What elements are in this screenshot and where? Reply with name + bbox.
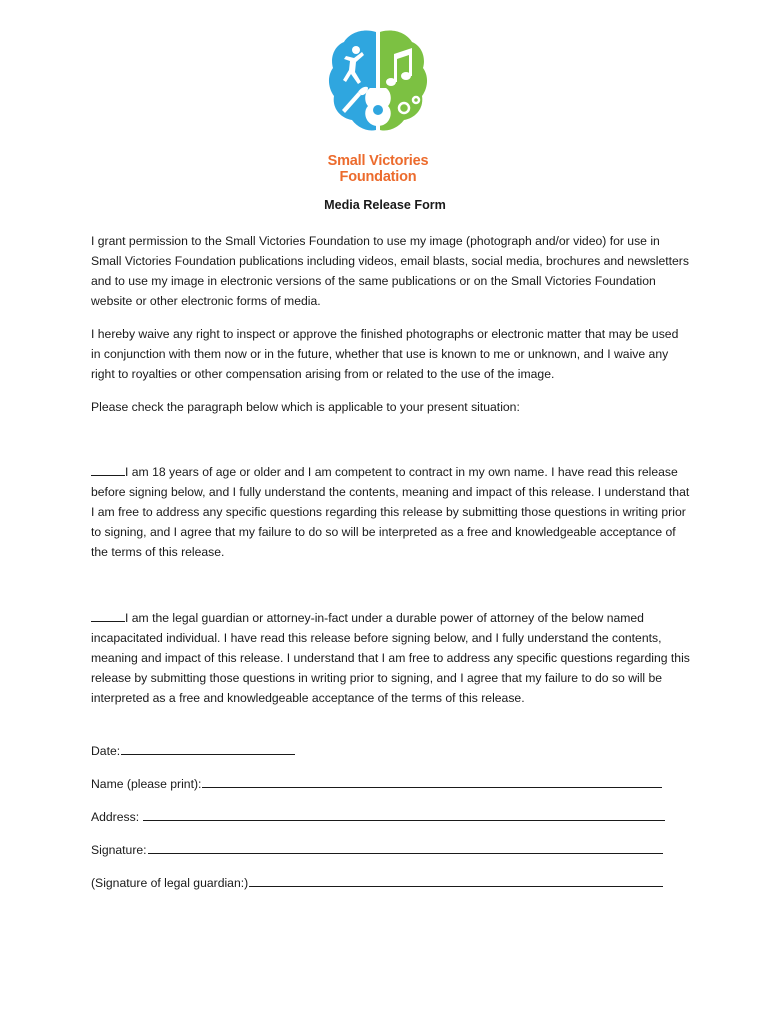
- name-label: Name (please print):: [91, 777, 202, 791]
- date-input-line[interactable]: [121, 741, 295, 755]
- signature-input-line[interactable]: [148, 840, 663, 854]
- waiver-paragraph: I hereby waive any right to inspect or approve the finished photographs or electronic matter that may be used in conjunction with them now or in the future, whether that use is known to me or unknown, and I waive any right to royalties or other compensation arising from or related to the use of the image.: [91, 327, 679, 381]
- brand-line-1: Small Victories: [327, 153, 429, 169]
- signature-label: Signature:: [91, 843, 147, 857]
- guardian-option-paragraph: [91, 608, 691, 708]
- address-input-line[interactable]: [143, 807, 665, 821]
- signature-field: [91, 840, 663, 860]
- adult-option-text: I am 18 years of age or older and I am competent to contract in my own name. I have read this release before signing below, and I fully understand the contents, meaning and impact of this release. I understand that I am free to address any specific questions regarding this release by submitting those questions in writing prior to signing, and I agree that my failure to do so will be interpreted as a free and knowledgeable acceptance of the terms of this release.: [91, 465, 690, 559]
- guardian-option-text: I am the legal guardian or attorney-in-fact under a durable power of attorney of the below named incapacitated individual. I have read this release before signing below, and I fully understand the contents, meaning and impact of this release. I understand that I am free to address any specific questions regarding this release by submitting those questions in writing prior to signing, and I agree that my failure to do so will be interpreted as a free and knowledgeable acceptance of the terms of this release.: [91, 611, 690, 705]
- name-field: [91, 774, 662, 794]
- guardian-checkbox-line[interactable]: [91, 610, 125, 622]
- form-title: Media Release Form: [324, 198, 446, 212]
- instruction-paragraph: Please check the paragraph below which is applicable to your present situation:: [91, 400, 520, 414]
- guardian-signature-label: (Signature of legal guardian:): [91, 876, 249, 890]
- address-label: Address:: [91, 810, 143, 824]
- brand-line-2: Foundation: [339, 169, 417, 185]
- guitar-neck: [376, 30, 380, 92]
- foundation-logo: [318, 26, 438, 186]
- adult-option-paragraph: [91, 462, 691, 562]
- guardian-signature-input-line[interactable]: [249, 873, 663, 887]
- adult-checkbox-line[interactable]: [91, 464, 125, 476]
- address-field: [91, 807, 665, 827]
- permission-paragraph: I grant permission to the Small Victories Foundation to use my image (photograph and/or video) for use in Small Victories Foundation publications including videos, email blasts, social media, brochures and newsletters and to use my image in electronic versions of the same publications or on the Small Victories Foundation website or other electronic forms of media.: [91, 234, 689, 308]
- foundation-brand-name: [318, 153, 438, 185]
- guardian-signature-field: [91, 873, 663, 893]
- guitar-soundhole: [373, 105, 383, 115]
- date-field: [91, 741, 295, 761]
- date-label: Date:: [91, 744, 121, 758]
- name-input-line[interactable]: [202, 774, 662, 788]
- brain-logo-icon: [324, 26, 432, 146]
